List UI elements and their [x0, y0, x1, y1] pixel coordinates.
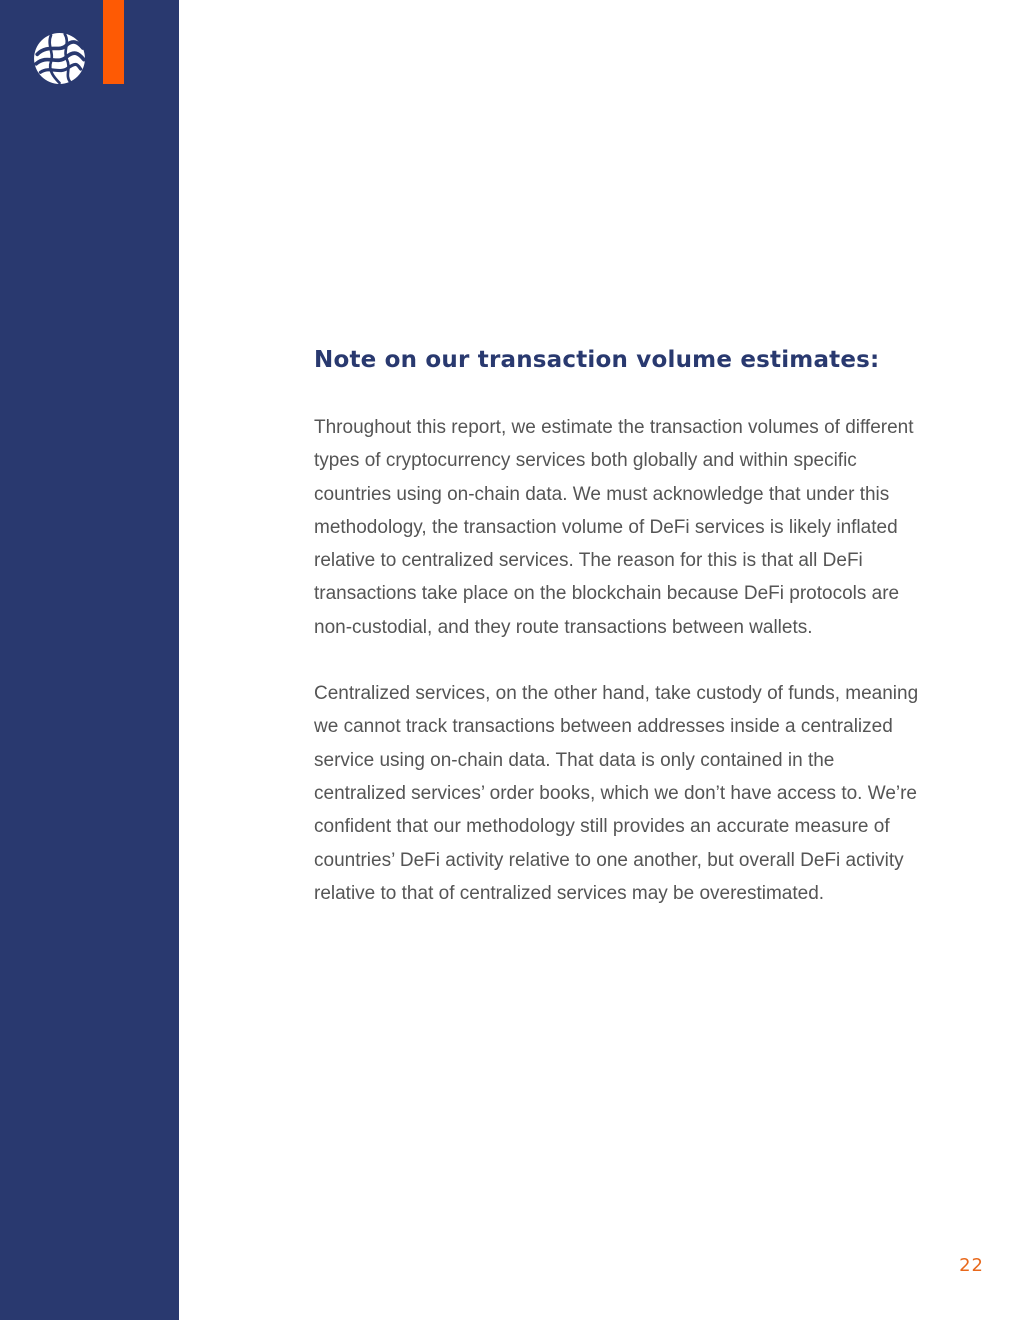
chainalysis-globe-icon — [33, 32, 86, 85]
note-section — [314, 342, 924, 910]
note-paragraph-1: Throughout this report, we estimate the transaction volumes of different types of cryptocurrency services both globally and within specific countries using on-chain data. We must acknowledge that under this methodology, the transaction volume of DeFi services is likely inflated relative to centralized services. The reason for this is that all DeFi transactions take place on the blockchain because DeFi protocols are non-custodial, and they route transactions between wallets. — [314, 417, 914, 638]
note-heading: Note on our transaction volume estimates: — [314, 347, 880, 373]
note-paragraph-2: Centralized services, on the other hand, take custody of funds, meaning we cannot track transactions between addresses inside a centralized service using on-chain data. That data is only contained in the centralized services’ order books, which we don’t have access to. We’re confident that our methodology still provides an accurate measure of countries’ DeFi activity relative to one another, but overall DeFi activity relative to that of centralized services may be overestimated. — [314, 683, 919, 904]
accent-bar — [103, 0, 124, 84]
sidebar — [0, 0, 179, 1320]
page-number: 22 — [959, 1255, 984, 1276]
